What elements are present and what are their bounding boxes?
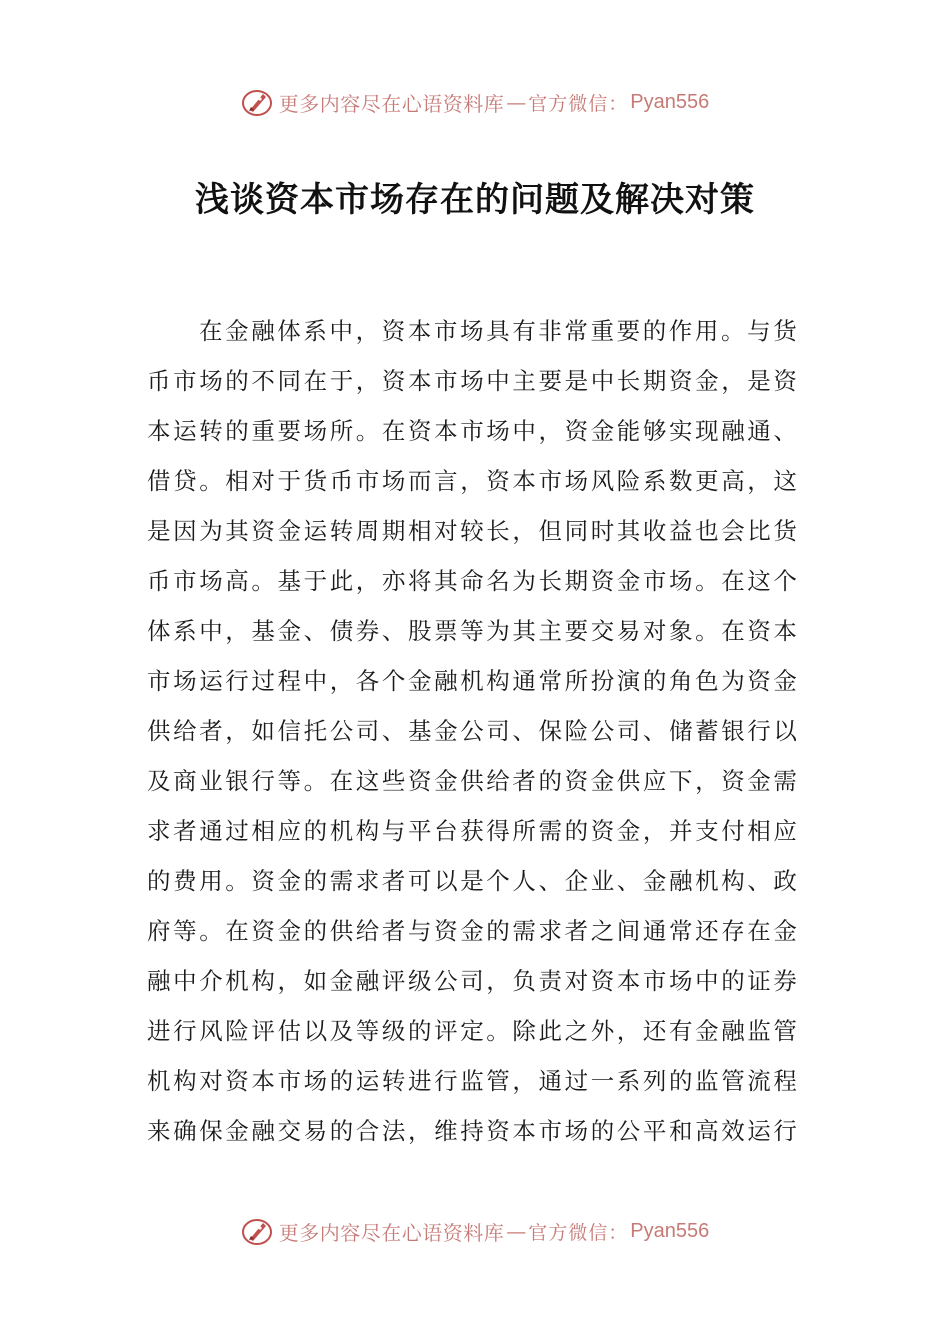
text-line: 机构对资本市场的运转进行监管，通过一系列的监管流程 xyxy=(147,1067,800,1095)
pen-nib-logo-icon xyxy=(241,1215,273,1247)
text-line: 在金融体系中，资本市场具有非常重要的作用。与货 xyxy=(199,317,800,345)
text-line: 进行风险评估以及等级的评定。除此之外，还有金融监管 xyxy=(147,1017,800,1045)
text-line: 本运转的重要场所。在资本市场中，资金能够实现融通、 xyxy=(147,417,800,445)
header-banner xyxy=(0,82,950,122)
text-line: 供给者，如信托公司、基金公司、保险公司、储蓄银行以 xyxy=(147,717,800,745)
text-line: 融中介机构，如金融评级公司，负责对资本市场中的证券 xyxy=(147,967,800,995)
text-line: 借贷。相对于货币市场而言，资本市场风险系数更高，这 xyxy=(147,467,800,495)
text-line: 及商业银行等。在这些资金供给者的资金供应下，资金需 xyxy=(147,767,800,795)
text-line: 币市场高。基于此，亦将其命名为长期资金市场。在这个 xyxy=(147,567,800,595)
document-title: 浅谈资本市场存在的问题及解决对策 xyxy=(195,180,755,220)
footer-banner xyxy=(0,1211,950,1251)
banner-dash: — xyxy=(506,1219,527,1243)
banner-text: 更多内容尽在心语资料库 xyxy=(278,91,505,116)
banner-wechat-label: 官方微信： xyxy=(528,92,629,115)
text-line: 币市场的不同在于，资本市场中主要是中长期资金，是资 xyxy=(147,367,800,395)
banner-dash: — xyxy=(506,90,527,114)
banner-wechat-id: Pyan556 xyxy=(630,1219,710,1242)
banner-text: 更多内容尽在心语资料库 xyxy=(278,1220,505,1245)
banner-wechat-id: Pyan556 xyxy=(630,90,710,113)
text-line: 的费用。资金的需求者可以是个人、企业、金融机构、政 xyxy=(147,867,800,895)
text-line: 是因为其资金运转周期相对较长，但同时其收益也会比货 xyxy=(147,517,800,545)
pen-nib-logo-icon xyxy=(241,86,273,118)
text-line: 市场运行过程中，各个金融机构通常所扮演的角色为资金 xyxy=(147,667,800,695)
text-line: 府等。在资金的供给者与资金的需求者之间通常还存在金 xyxy=(147,917,800,945)
text-line: 体系中，基金、债券、股票等为其主要交易对象。在资本 xyxy=(147,617,800,645)
document-body xyxy=(147,306,807,1156)
banner-wechat-label: 官方微信： xyxy=(528,1221,629,1244)
text-line: 来确保金融交易的合法，维持资本市场的公平和高效运行 xyxy=(147,1117,800,1145)
text-line: 求者通过相应的机构与平台获得所需的资金，并支付相应 xyxy=(147,817,800,845)
